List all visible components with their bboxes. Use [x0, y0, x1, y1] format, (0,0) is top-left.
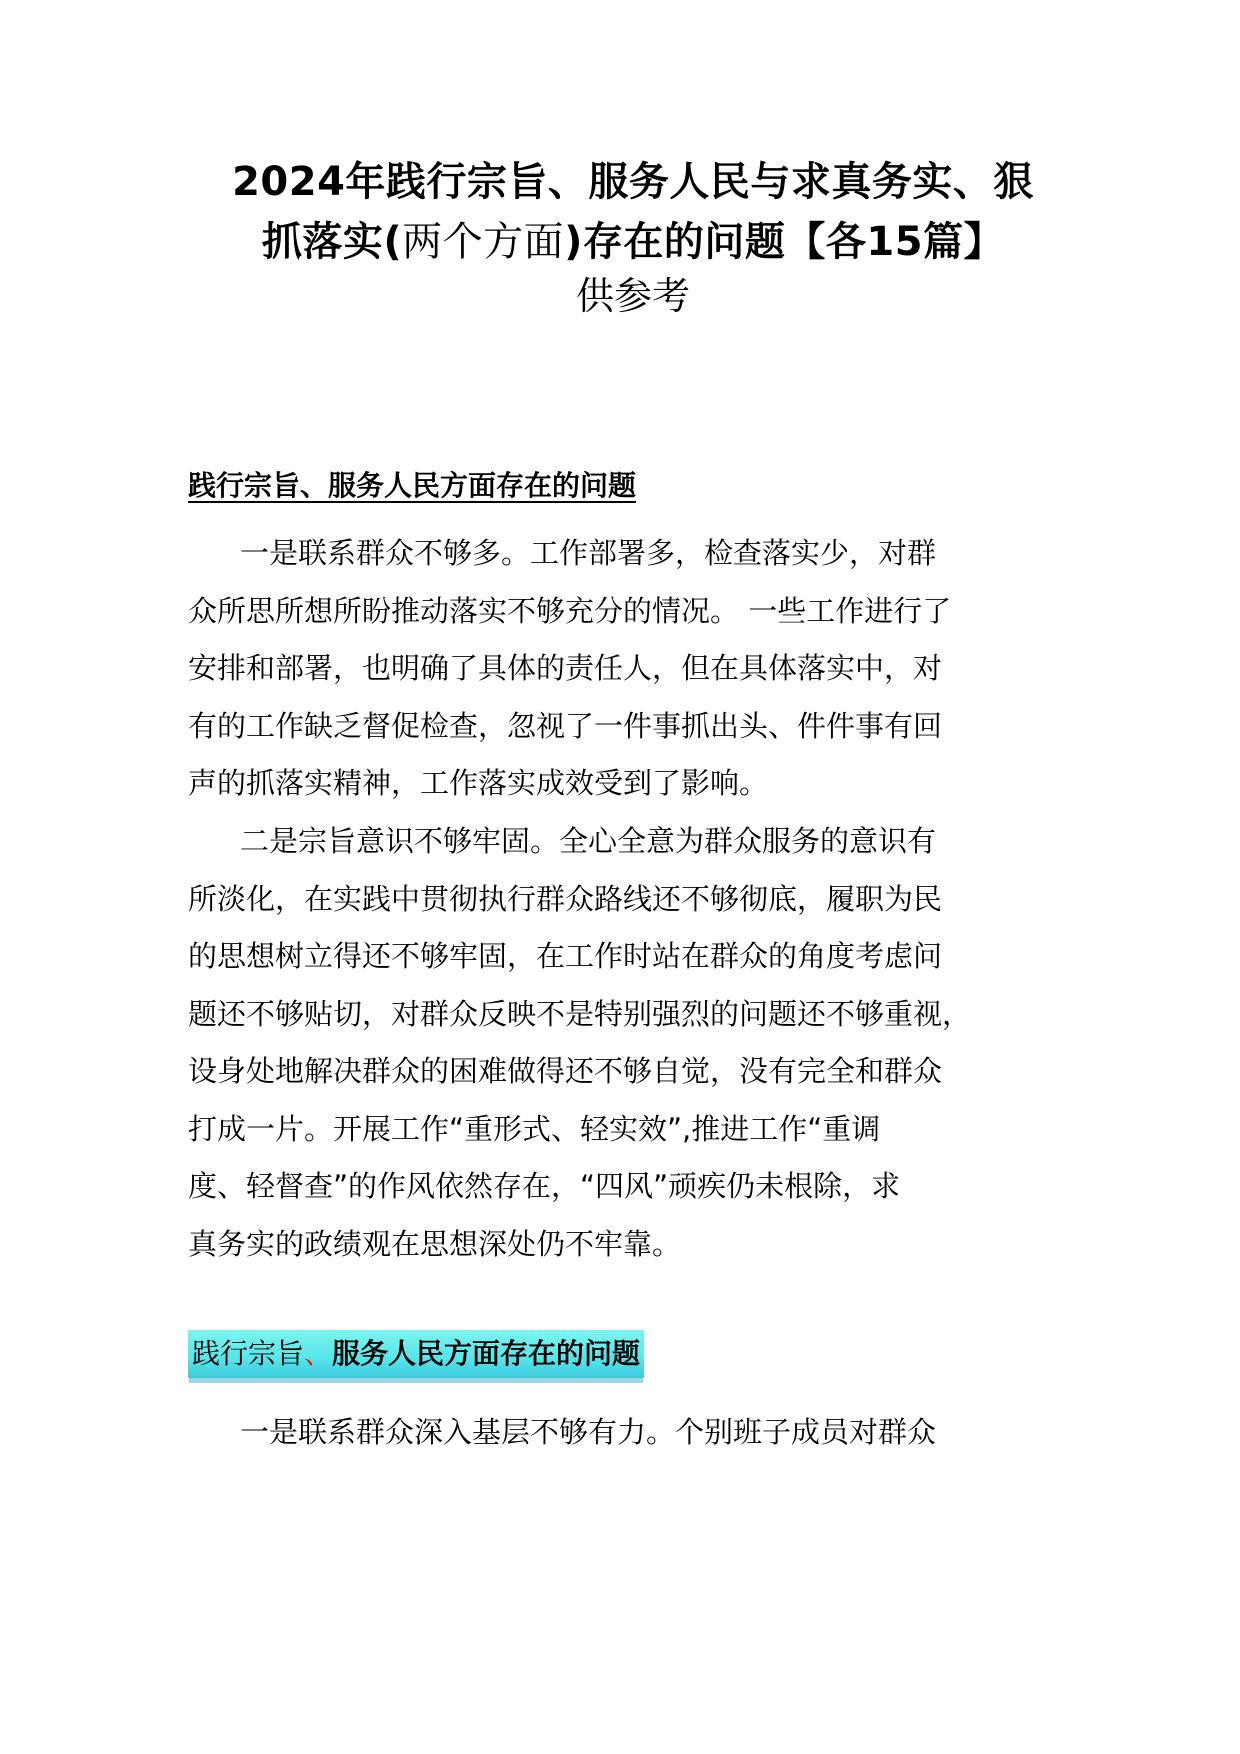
paragraph-line: 所淡化，在实践中贯彻执行群众路线还不够彻底，履职为民: [188, 881, 943, 916]
title-line-2-part-b: 两个方面: [402, 219, 565, 265]
title-line-2: [188, 212, 1078, 272]
section-1-heading: 践行宗旨、服务人民方面存在的问题: [188, 469, 637, 502]
paragraph-line: 设身处地解决群众的困难做得还不够自觉，没有完全和群众: [188, 1054, 943, 1088]
paragraph-line: 度、轻督查”的作风依然存在，“四风”顽疾仍未根除，求: [188, 1169, 901, 1203]
section-1-paragraph-2: [188, 813, 1078, 1273]
paragraph-line: 安排和部署，也明确了具体的责任人，但在具体落实中，对: [188, 651, 943, 685]
section-1-paragraph-1: [188, 525, 1078, 813]
paragraph-line: 有的工作缺乏督促检查，忽视了一件事抓出头、件件事有回: [188, 708, 943, 743]
paragraph-line: 打成一片。开展工作“重形式、轻实效”,推进工作“重调: [188, 1111, 881, 1146]
paragraph-line: 题还不够贴切，对群众反映不是特别强烈的问题还不够重视，: [188, 996, 972, 1031]
document-title: [188, 152, 1078, 320]
paragraph-line: 真务实的政绩观在思想深处仍不牢靠。: [188, 1226, 682, 1261]
section-2-paragraph-1: [188, 1404, 1078, 1462]
section-2-heading-part-2: 、: [304, 1337, 333, 1370]
section-2-heading-part-1: 践行宗旨: [192, 1337, 305, 1370]
paragraph-line: 声的抓落实精神，工作落实成效受到了影响。: [188, 766, 769, 800]
title-line-1: 2024年践行宗旨、服务人民与求真务实、狠: [232, 159, 1034, 205]
paragraph-line: 一是联系群众深入基层不够有力。个别班子成员对群众: [240, 1415, 937, 1449]
title-line-2-part-c: )存在的问题【各15篇】: [564, 219, 1005, 265]
paragraph-line: 的思想树立得还不够牢固，在工作时站在群众的角度考虑问: [188, 939, 943, 973]
section-1: [188, 466, 1078, 506]
paragraph-line: 二是宗旨意识不够牢固。全心全意为群众服务的意识有: [240, 824, 937, 858]
paragraph-line: 众所思所想所盼推动落实不够充分的情况。 一些工作进行了: [188, 593, 952, 628]
section-2-heading: [188, 1330, 644, 1378]
document-subtitle: 供参考: [575, 274, 690, 318]
section-2-heading-part-3: 服务人民方面存在的问题: [332, 1337, 641, 1370]
title-line-2-part-a: 抓落实(: [261, 219, 403, 265]
paragraph-line: 一是联系群众不够多。工作部署多，检查落实少，对群: [240, 536, 937, 570]
